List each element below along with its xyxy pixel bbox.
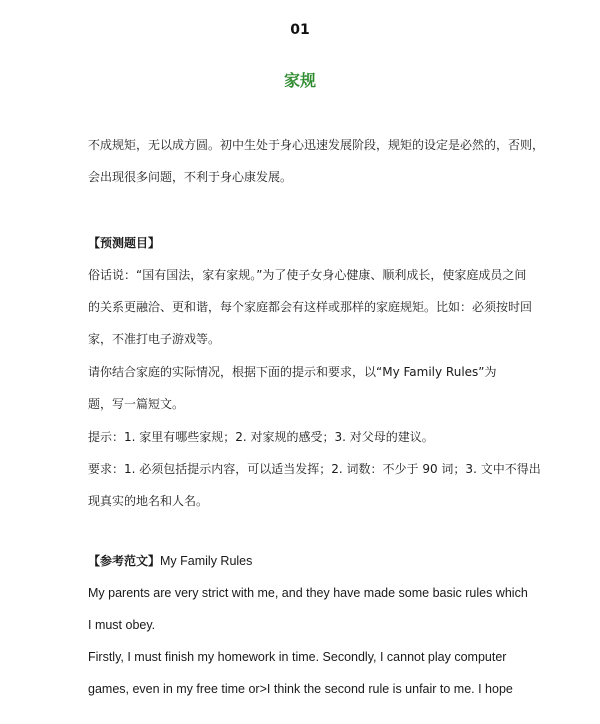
prediction-heading: 【预测题目】	[88, 236, 161, 250]
intro-line: 不成规矩，无以成方圆。初中生处于身心迅速发展阶段，规矩的设定是必然的，否则，	[88, 138, 545, 152]
prediction-line: 题，写一篇短文。	[88, 397, 185, 411]
prediction-line: 现真实的地名和人名。	[88, 494, 209, 508]
reference-heading-line	[88, 552, 528, 570]
prediction-line: 请你结合家庭的实际情况，根据下面的提示和要求，以“My Family Rules”为	[88, 365, 497, 379]
section-number: 01	[290, 22, 310, 38]
prediction-line: 家，不准打电子游戏等。	[88, 332, 221, 346]
intro-line: 会出现很多问题，不利于身心康发展。	[88, 170, 293, 184]
section-title: 家规	[283, 71, 316, 90]
prediction-line: 俗话说：“国有国法，家有家规。”为了使子女身心健康、顺利成长，使家庭成员之间	[88, 268, 527, 282]
reference-line: games, even in my free time or>I think the second rule is unfair to me. I hope	[88, 682, 513, 696]
prediction-line: 的关系更融洽、更和谐，每个家庭都会有这样或那样的家庭规矩。比如：必须按时回	[88, 300, 533, 314]
prediction-line: 要求：1. 必须包括提示内容，可以适当发挥；2. 词数：不少于 90 词；3. 文中不得出	[88, 462, 541, 476]
reference-line: I must obey.	[88, 618, 156, 632]
reference-title: My Family Rules	[160, 554, 253, 568]
prediction-line: 提示：1. 家里有哪些家规；2. 对家规的感受；3. 对父母的建议。	[88, 430, 434, 444]
reference-line: My parents are very strict with me, and they have made some basic rules which	[88, 586, 528, 600]
reference-heading: 【参考范文】	[88, 554, 161, 568]
reference-line: Firstly, I must finish my homework in time. Secondly, I cannot play computer	[88, 650, 507, 664]
